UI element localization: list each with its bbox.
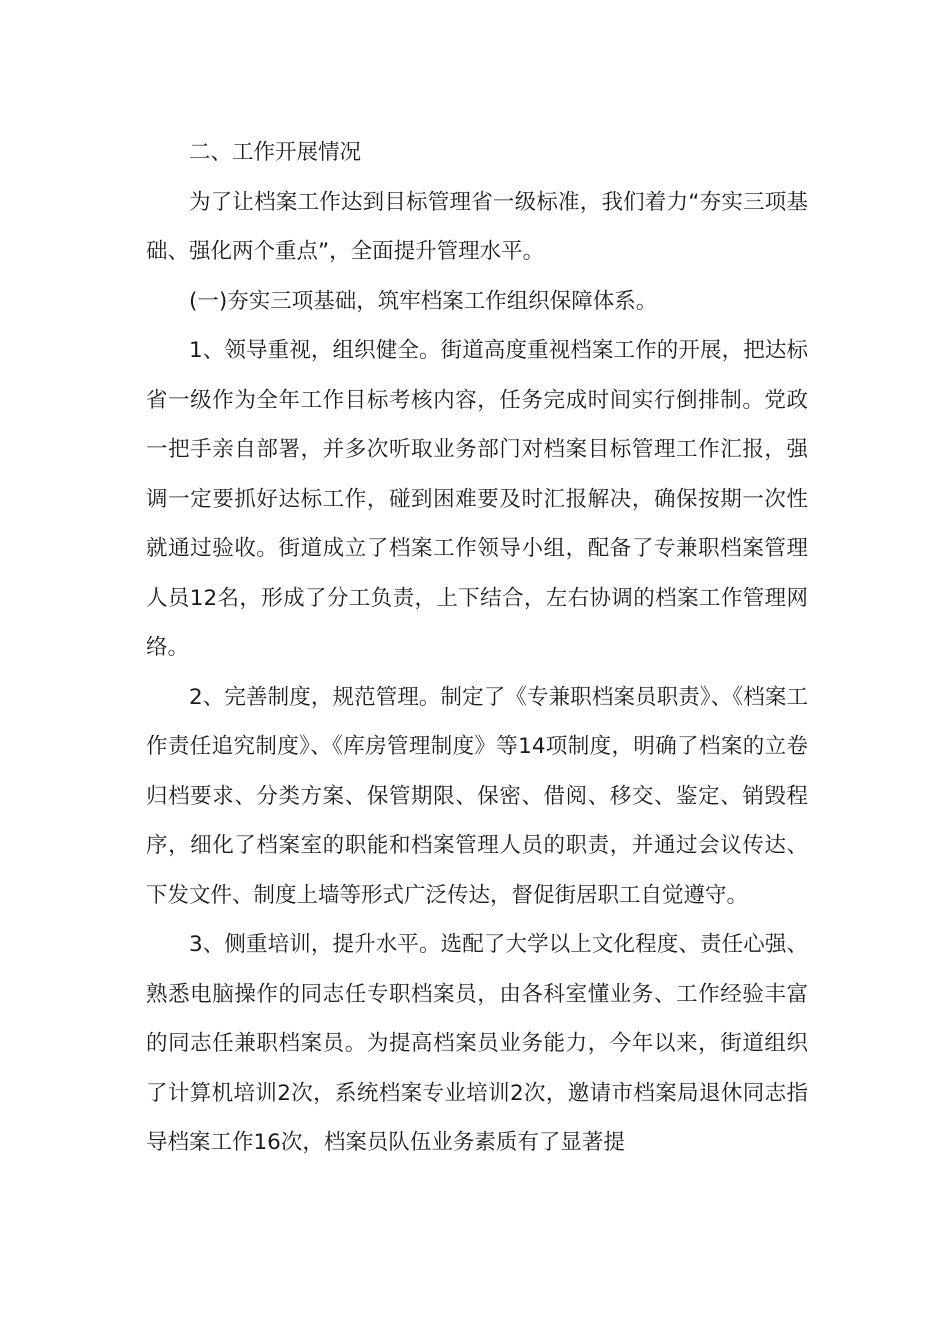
document-body <box>146 128 808 1168</box>
paragraph-item-1: 1、领导重视，组织健全。街道高度重视档案工作的开展，把达标省一级作为全年工作目标考核内容，任务完成时间实行倒排制。党政一把手亲自部署，并多次听取业务部门对档案目标管理工作汇报，强调一定要抓好达标工作，碰到困难要及时汇报解决，确保按期一次性就通过验收。街道成立了档案工作领导小组，配备了专兼职档案管理人员12名，形成了分工负责，上下结合，左右协调的档案工作管理网络。 <box>146 338 808 660</box>
paragraph-item-2: 2、完善制度，规范管理。制定了《专兼职档案员职责》、《档案工作责任追究制度》、《库房管理制度》等14项制度，明确了档案的立卷归档要求、分类方案、保管期限、保密、借阅、移交、鉴定、销毁程序，细化了档案室的职能和档案管理人员的职责，并通过会议传达、下发文件、制度上墙等形式广泛传达，督促街居职工自觉遵守。 <box>146 684 808 908</box>
paragraph-subheading: (一)夯实三项基础，筑牢档案工作组织保障体系。 <box>189 288 658 314</box>
paragraph-item-3: 3、侧重培训，提升水平。选配了大学以上文化程度、责任心强、熟悉电脑操作的同志任专职档案员，由各科室懂业务、工作经验丰富的同志任兼职档案员。为提高档案员业务能力，今年以来，街道组织了计算机培训2次，系统档案专业培训2次，邀请市档案局退休同志指导档案工作16次，档案员队伍业务素质有了显著提 <box>146 932 808 1155</box>
paragraph-intro: 为了让档案工作达到目标管理省一级标准，我们着力“夯实三项基础、强化两个重点”，全面提升管理水平。 <box>146 189 808 264</box>
section-heading: 二、工作开展情况 <box>189 140 362 165</box>
